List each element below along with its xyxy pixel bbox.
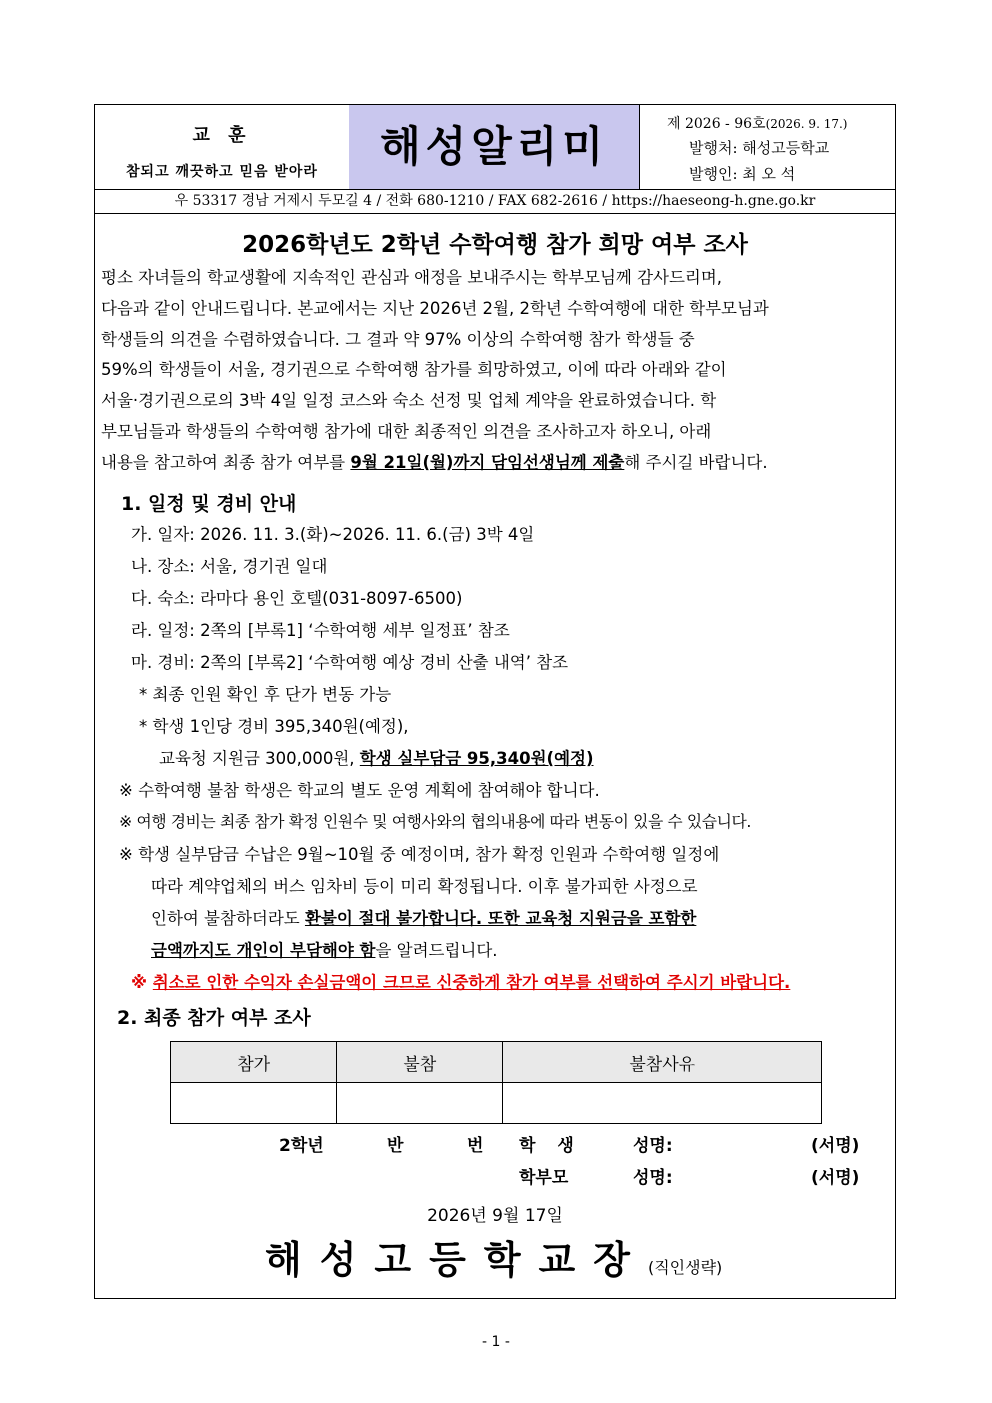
support-text: 교육청 지원금 300,000원, (159, 749, 360, 768)
schedule-cost: 마. 경비: 2쪽의 [부록2] ‘수학여행 예상 경비 산출 내역’ 참조 (131, 653, 569, 672)
section1-heading: 1. 일정 및 경비 안내 (121, 493, 297, 515)
school-motto-box (95, 105, 350, 189)
notice-refund-3 (151, 905, 696, 929)
address-bar: 우 53317 경남 거제시 두모길 4 / 전화 680-1210 / FAX 682-2616 / https://haeseong-h.gne.go.kr (95, 189, 895, 214)
principal-title: 해성고등학교장 (265, 1238, 648, 1282)
student-cost-emphasis: 학생 실부담금 95,340원(예정) (359, 749, 594, 768)
student-name-label: 성명: (633, 1136, 673, 1156)
document-title: 2026학년도 2학년 수학여행 참가 희망 여부 조사 (242, 232, 748, 258)
warning-mark: ※ (131, 973, 153, 992)
cost-note-2: * 학생 1인당 경비 395,340원(예정), (139, 717, 409, 736)
intro-line: 59%의 학생들이 서울, 경기권으로 수학여행 참가를 희망하였고, 이에 따라 아래와 같이 (101, 360, 727, 380)
intro-paragraph (101, 263, 889, 479)
intro-text: 내용을 참고하여 최종 참가 여부를 (101, 452, 351, 472)
intro-line: 평소 자녀들의 학교생활에 지속적인 관심과 애정을 보내주시는 학부모님께 감사드리며, (101, 268, 723, 287)
intro-text: 해 주시길 바랍니다. (624, 452, 768, 472)
motto-title: 교 훈 (192, 125, 252, 146)
notice-refund-1: ※ 학생 실부담금 수납은 9월~10월 중 예정이며, 참가 확정 인원과 수학여행 일정에 (119, 845, 720, 864)
grade-label: 2학년 (279, 1136, 324, 1156)
intro-line: 학생들의 의견을 수렴하였습니다. 그 결과 약 97% 이상의 수학여행 참가 학생들 중 (101, 329, 695, 349)
issue-no-text: 제 2026 - 96호 (667, 116, 766, 132)
parent-name-label: 성명: (633, 1168, 673, 1188)
cancellation-warning (131, 969, 790, 993)
issue-date: 2026년 9월 17일 (427, 1206, 563, 1226)
notice-cost-change: ※ 여행 경비는 최종 참가 확정 인원수 및 여행사와의 협의내용에 따라 변동이 있을 수 있습니다. (119, 812, 751, 831)
student-label: 학 생 (519, 1136, 582, 1156)
warning-text: 취소로 인한 수익자 손실금액이 크므로 신중하게 참가 여부를 선택하여 주시기 바랍니다. (152, 973, 791, 992)
page-number: - 1 - (482, 1334, 510, 1350)
schedule-itinerary: 라. 일정: 2쪽의 [부록1] ‘수학여행 세부 일정표’ 참조 (131, 621, 510, 640)
refund-emphasis: 금액까지도 개인이 부담해야 함 (151, 941, 376, 960)
col-absent-reason: 불참사유 (503, 1042, 822, 1083)
absent-reason-cell[interactable] (503, 1083, 822, 1124)
intro-line (101, 448, 889, 479)
newsletter-banner (349, 105, 640, 189)
issue-info (639, 105, 897, 189)
schedule-lodging: 다. 숙소: 라마다 용인 호텔(031-8097-6500) (131, 589, 463, 608)
table-row (171, 1083, 822, 1124)
table-header-row (171, 1042, 822, 1083)
refund-emphasis: 환불이 절대 불가합니다. 또한 교육청 지원금을 포함한 (304, 909, 697, 928)
principal-signature (265, 1229, 722, 1284)
motto-text: 참되고 깨끗하고 믿음 받아라 (126, 164, 318, 180)
parent-sign-mark: (서명) (811, 1168, 860, 1188)
refund-text: 인하여 불참하더라도 (151, 909, 305, 928)
seal-omitted-note: (직인생략) (647, 1258, 723, 1277)
col-participate: 참가 (171, 1042, 337, 1083)
issue-number (667, 113, 847, 133)
issuer: 발행인: 최 오 석 (689, 165, 796, 183)
col-absent: 불참 (337, 1042, 503, 1083)
banner-title: 해성알리미 (380, 122, 608, 171)
section2-heading: 2. 최종 참가 여부 조사 (117, 1007, 311, 1029)
notice-absent: ※ 수학여행 불참 학생은 학교의 별도 운영 계획에 참여해야 합니다. (119, 781, 600, 800)
intro-line: 서울·경기권으로의 3박 4일 일정 코스와 숙소 선정 및 업체 계약을 완료하였습니다. 학 (101, 391, 717, 411)
student-sign-mark: (서명) (811, 1136, 860, 1156)
absent-cell[interactable] (337, 1083, 503, 1124)
newsletter-header (95, 105, 895, 190)
schedule-place: 나. 장소: 서울, 경기권 일대 (131, 557, 328, 576)
parent-label: 학부모 (519, 1168, 569, 1188)
schedule-date: 가. 일자: 2026. 11. 3.(화)~2026. 11. 6.(금) 3박 4일 (131, 525, 535, 544)
support-line (159, 745, 594, 769)
participate-cell[interactable] (171, 1083, 337, 1124)
document-frame (94, 104, 896, 1299)
intro-line: 부모님들과 학생들의 수학여행 참가에 대한 최종적인 의견을 조사하고자 하오니, 아래 (101, 421, 712, 441)
notice-refund-2: 따라 계약업체의 버스 임차비 등이 미리 확정됩니다. 이후 불가피한 사정으로 (151, 877, 698, 896)
number-label: 번 (467, 1136, 484, 1156)
participation-survey-table (170, 1041, 822, 1124)
deadline-emphasis: 9월 21일(월)까지 담임선생님께 제출 (350, 452, 625, 472)
intro-line: 다음과 같이 안내드립니다. 본교에서는 지난 2026년 2월, 2학년 수학여행에 대한 학부모님과 (101, 298, 769, 318)
issue-date-text: (2026. 9. 17.) (765, 117, 848, 131)
cost-note-1: * 최종 인원 확인 후 단가 변동 가능 (139, 685, 392, 704)
class-label: 반 (387, 1136, 404, 1156)
notice-refund-4 (151, 937, 498, 961)
publisher: 발행처: 해성고등학교 (689, 139, 830, 157)
refund-text: 을 알려드립니다. (375, 941, 498, 960)
